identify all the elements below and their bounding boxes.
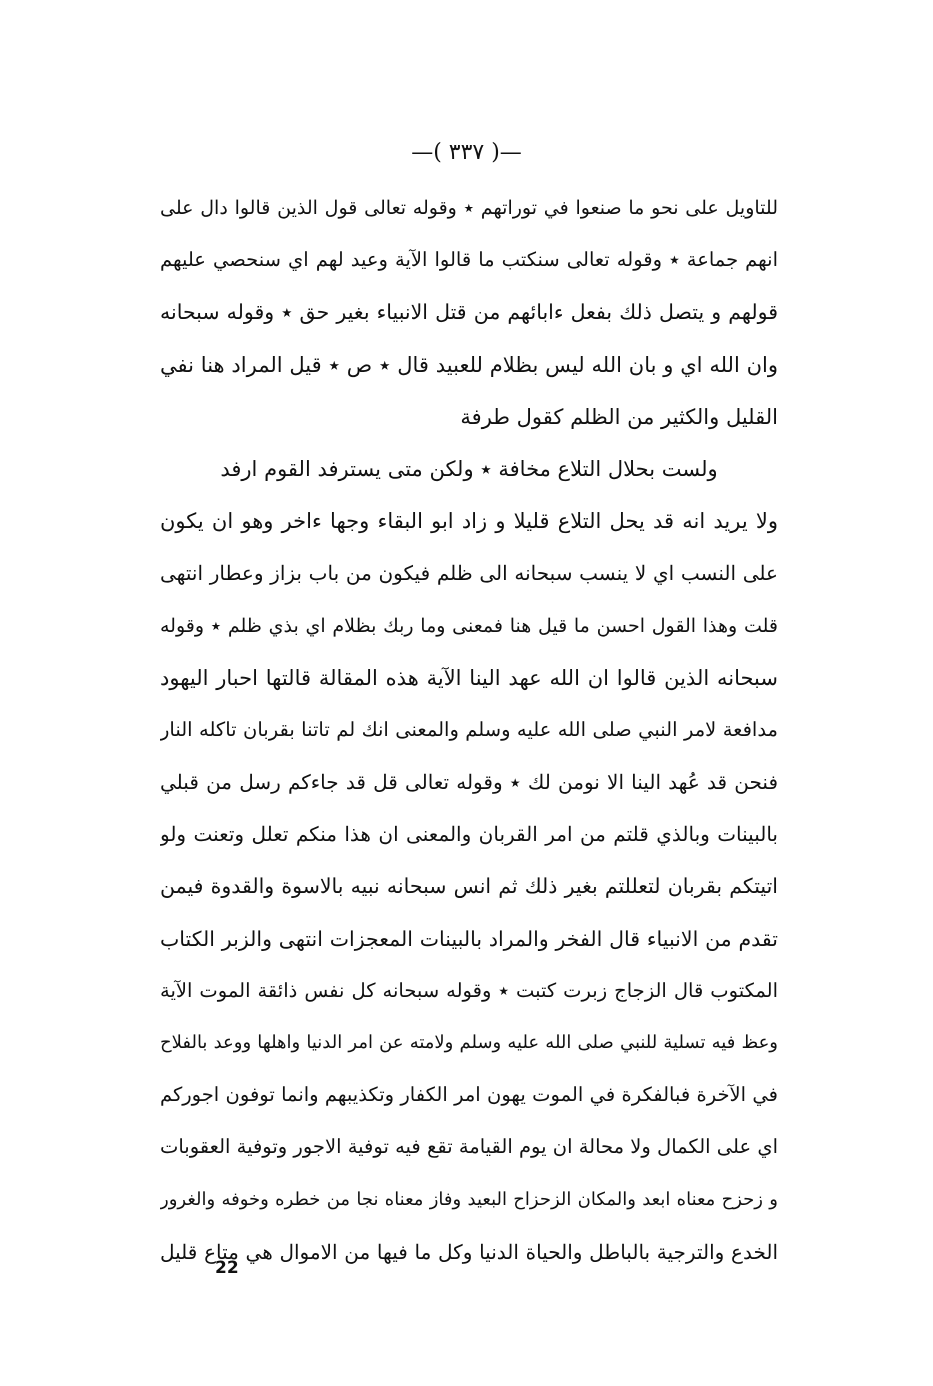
text-line: الخدع والترجية بالباطل والحياة الدنيا وكل ما فيها من الاموال هي متاع قليل bbox=[160, 1239, 778, 1264]
text-line: انهم جماعة ٭ وقوله تعالى سنكتب ما قالوا الآية وعيد لهم اي سنحصي عليهم bbox=[160, 248, 778, 272]
text-line: اي على الكمال ولا محالة ان يوم القيامة تقع فيه توفية الاجور وتوفية العقوبات bbox=[160, 1135, 778, 1159]
text-line: قلت وهذا القول احسن ما قيل هنا فمعنى وما ربك بظلام اي بذي ظلم ٭ وقوله bbox=[160, 614, 778, 637]
text-line: القليل والكثير من الظلم كقول طرفة bbox=[460, 404, 778, 429]
text-line: ولا يريد انه قد يحل التلاع قليلا و زاد ابو البقاء وجها ءاخر وهو ان يكون bbox=[160, 509, 778, 534]
text-line: المكتوب قال الزجاج زبرت كتبت ٭ وقوله سبحانه كل نفس ذائقة الموت الآية bbox=[160, 978, 778, 1002]
text-line: في الآخرة فبالفكرة في الموت يهون امر الكفار وتكذيبهم وانما توفون اجوركم bbox=[160, 1083, 778, 1107]
poetry-verse: ولست بحلال التلاع مخافة ٭ ولكن متى يسترفد القوم ارفد bbox=[220, 456, 718, 481]
text-line: وعظ فيه تسلية للنبي صلى الله عليه وسلم ولامته عن امر الدنيا واهلها ووعد بالفلاح bbox=[160, 1032, 778, 1053]
text-line: مدافعة لامر النبي صلى الله عليه وسلم والمعنى انك لم تاتنا بقربان تاكله النار bbox=[160, 717, 778, 741]
text-line: بالبينات وبالذي قلتم من امر القربان والمعنى ان هذا منكم تعلل وتعنت ولو bbox=[160, 822, 778, 847]
text-line: للتاويل على نحو ما صنعوا في توراتهم ٭ وقوله تعالى قول الذين قالوا دال على bbox=[160, 197, 778, 219]
text-line: وان الله اي و بان الله ليس بظلام للعبيد قال ٭ ص ٭ قيل المراد هنا نفي bbox=[160, 352, 778, 377]
text-line: سبحانه الذين قالوا ان الله عهد الينا الآية هذه المقالة قالتها احبار اليهود bbox=[160, 665, 778, 690]
text-line: و زحزح معناه ابعد والمكان الزحزاح البعيد وفاز معناه نجا من خطره وخوفه والغرور bbox=[160, 1188, 778, 1210]
body-text bbox=[160, 190, 778, 1286]
text-line: قولهم و يتصل ذلك بفعل ءابائهم من قتل الانبياء بغير حق ٭ وقوله سبحانه bbox=[160, 300, 778, 325]
text-line: اتيتكم بقربان لتعللتم بغير ذلك ثم انس سبحانه نبيه بالاسوة والقدوة فيمن bbox=[160, 874, 778, 899]
page-number: —( ٣٣٧ )— bbox=[411, 140, 522, 165]
text-line: على النسب اي لا ينسب سبحانه الى ظلم فيكون من باب بزاز وعطار انتهى bbox=[160, 561, 778, 586]
signature-mark: 22 bbox=[215, 1258, 239, 1278]
text-line: فنحن قد عُهد الينا الا نومن لك ٭ وقوله تعالى قل قد جاءكم رسل من قبلي bbox=[160, 770, 778, 795]
text-line: تقدم من الانبياء قال الفخر والمراد بالبينات المعجزات انتهى والزبر الكتاب bbox=[160, 926, 778, 951]
